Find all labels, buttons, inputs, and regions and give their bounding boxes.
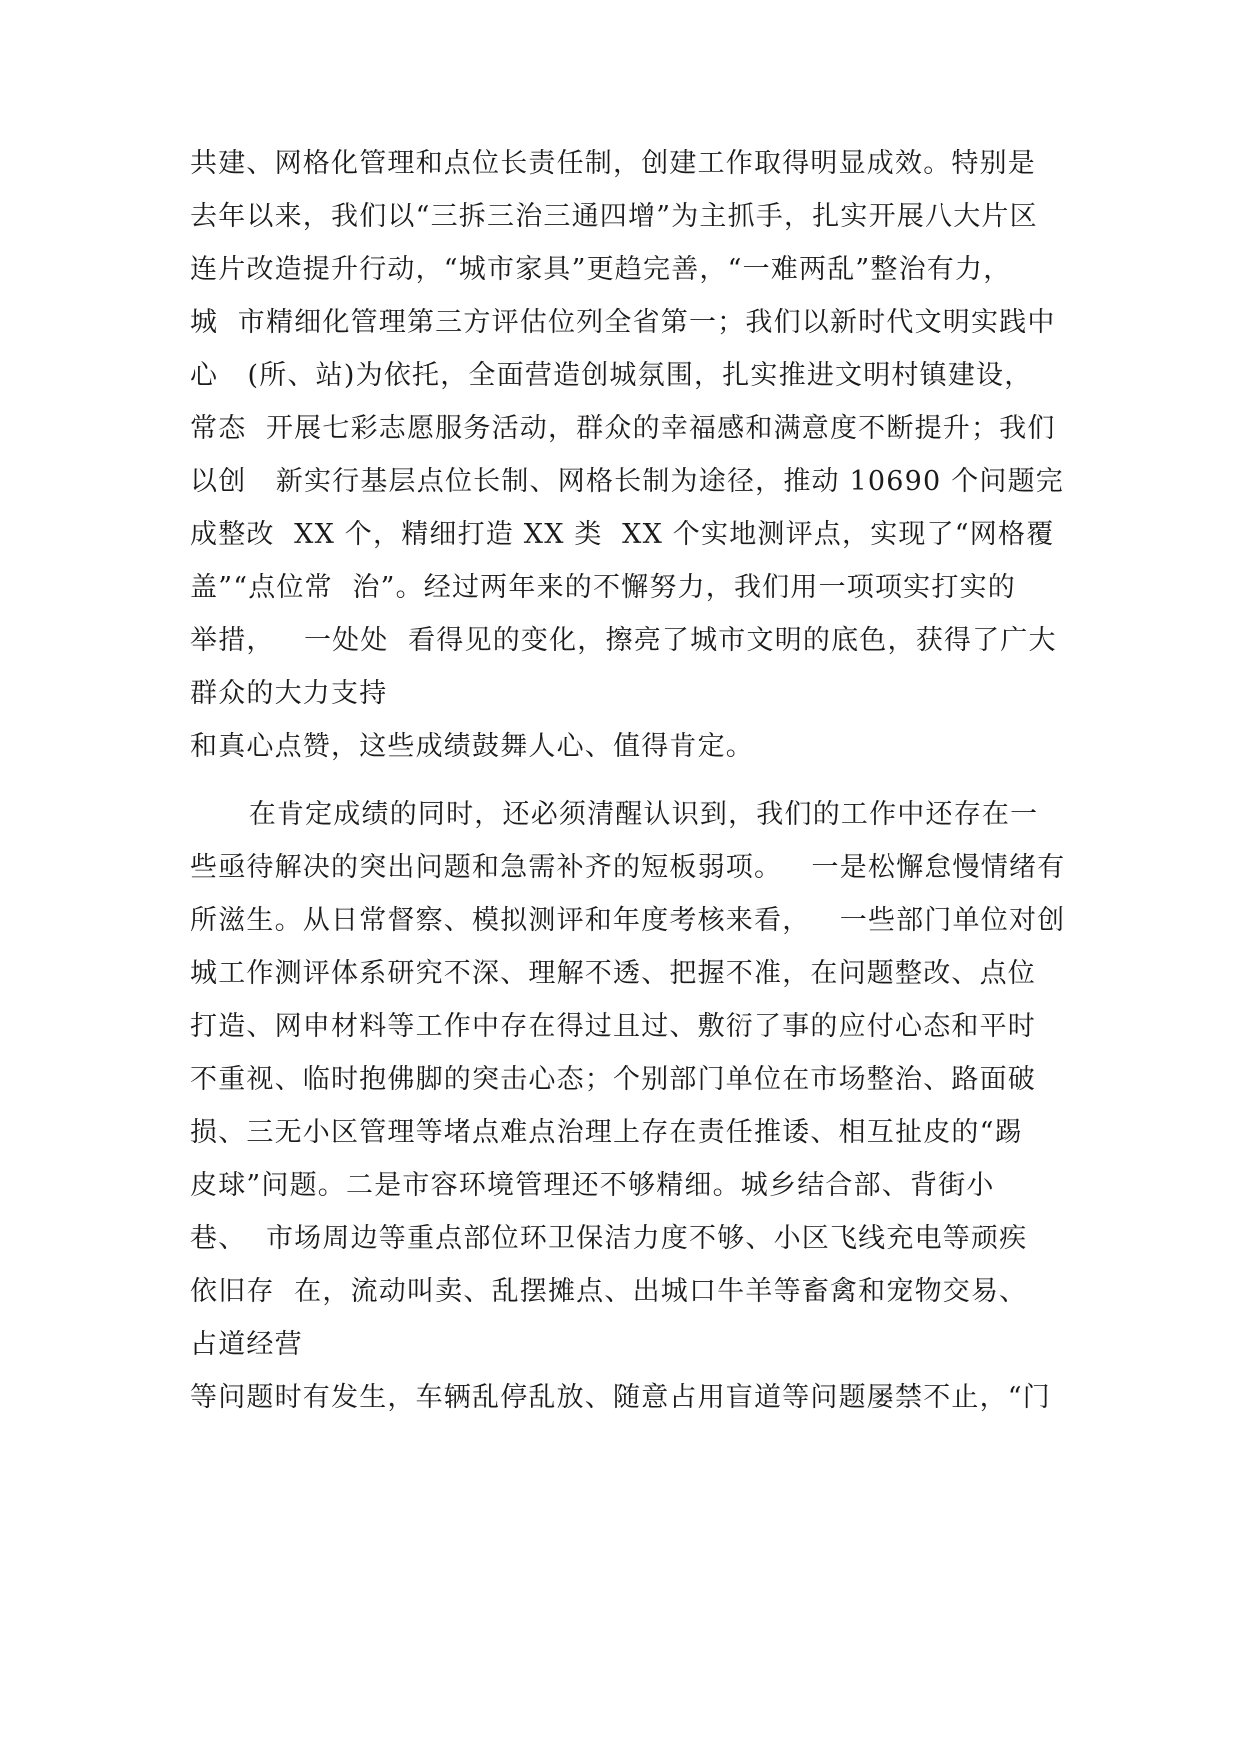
- text-line: 打造、网申材料等工作中存在得过且过、敷衍了事的应付心态和平时: [190, 1011, 1036, 1042]
- text-line: 依旧存 在，流动叫卖、乱摆摊点、出城口牛羊等畜禽和宠物交易、: [190, 1276, 1028, 1307]
- text-line: 和真心点赞，这些成绩鼓舞人心、值得肯定。: [190, 731, 754, 762]
- text-line: 盖”“点位常 治”。经过两年来的不懈努力，我们用一项项实打实的: [190, 572, 1016, 603]
- text-line: 举措， 一处处 看得见的变化，擦亮了城市文明的底色，获得了广大: [190, 625, 1057, 656]
- text-line: 占道经营: [190, 1329, 303, 1360]
- text-line: 所滋生。从日常督察、模拟测评和年度考核来看， 一些部门单位对创: [190, 905, 1066, 936]
- text-line: 连片改造提升行动，“城市家具”更趋完善，“一难两乱”整治有力，: [190, 254, 1012, 285]
- text-line: 等问题时有发生，车辆乱停乱放、随意占用盲道等问题屡禁不止，“门: [190, 1382, 1052, 1413]
- text-line: 皮球”问题。二是市容环境管理还不够精细。城乡结合部、背街小: [190, 1170, 995, 1201]
- text-line: 以创 新实行基层点位长制、网格长制为途径，推动 10690 个问题完: [190, 466, 1065, 497]
- text-line: 些亟待解决的突出问题和急需补齐的短板弱项。 一是松懈怠慢情绪有: [190, 852, 1066, 883]
- text-line: 群众的大力支持: [190, 678, 388, 709]
- text-line: 不重视、临时抱佛脚的突击心态；个别部门单位在市场整治、路面破: [190, 1064, 1036, 1095]
- text-line: 城 市精细化管理第三方评估位列全省第一；我们以新时代文明实践中: [190, 307, 1056, 338]
- text-line: 常态 开展七彩志愿服务活动，群众的幸福感和满意度不断提升；我们: [190, 413, 1056, 444]
- text-line: 巷、 市场周边等重点部位环卫保洁力度不够、小区飞线充电等顽疾: [190, 1223, 1028, 1254]
- text-line: 损、三无小区管理等堵点难点治理上存在责任推诿、相互扯皮的“踢: [190, 1117, 1023, 1148]
- text-line: 去年以来，我们以“三拆三治三通四增”为主抓手，扎实开展八大片区: [190, 201, 1038, 232]
- text-line: 心 (所、站)为依托，全面营造创城氛围，扎实推进文明村镇建设，: [190, 360, 1033, 391]
- text-line: 在肯定成绩的同时，还必须清醒认识到，我们的工作中还存在一: [190, 799, 1039, 830]
- text-line: 成整改 XX 个，精细打造 XX 类 XX 个实地测评点，实现了“网格覆: [190, 519, 1055, 550]
- text-line: 共建、网格化管理和点位长责任制，创建工作取得明显成效。特别是: [190, 148, 1036, 179]
- text-line: 城工作测评体系研究不深、理解不透、把握不准，在问题整改、点位: [190, 958, 1036, 989]
